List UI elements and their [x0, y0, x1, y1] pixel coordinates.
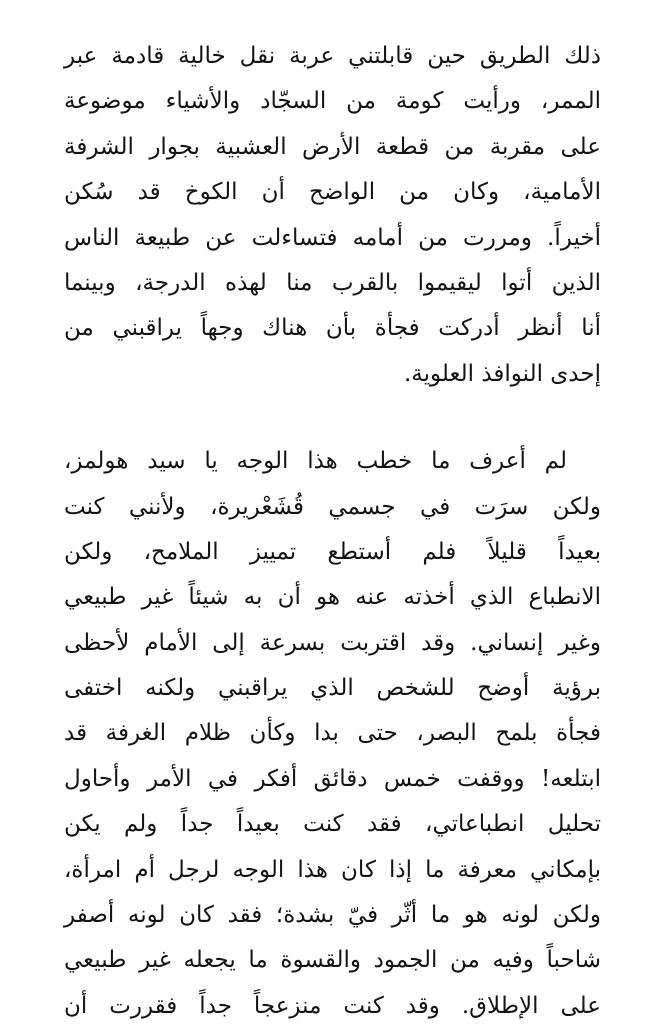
text-line: فجأة بلمح البصر، حتى بدا وكأن ظلام الغرفة قد [64, 720, 601, 747]
text-line: بعيداً قليلاً فلم أستطع تمييز الملامح، ولكن [64, 538, 601, 565]
text-line: إحدى النوافذ العلوية. [403, 360, 601, 387]
text-line: تحليل انطباعاتي، فقد كنت بعيداً جداً ولم يكن [64, 811, 601, 838]
paragraph-2 [64, 439, 601, 1029]
text-line: لم أعرف ما خطب هذا الوجه يا سيد هولمز، [64, 448, 567, 475]
text-line: الذين أتوا ليقيموا بالقرب منا لهذه الدرجة، وبينما [64, 269, 601, 296]
text-line: شاحباً وفيه من الجمود والقسوة ما يجعله غير طبيعي [64, 947, 601, 974]
text-line: ولكن لونه هو ما أثّر فيّ بشدة؛ فقد كان لونه أصفر [64, 902, 601, 929]
text-line: أخيراً. ومررت من أمامه فتساءلت عن طبيعة الناس [64, 224, 601, 251]
text-line: الأمامية، وكان من الواضح أن الكوخ قد سُكن [64, 179, 601, 206]
text-line: الممر، ورأيت كومة من السجّاد والأشياء موضوعة [64, 88, 601, 115]
text-line: وغير إنساني. وقد اقتربت بسرعة إلى الأمام لأحظى [64, 629, 601, 656]
text-line: ذلك الطريق حين قابلتني عربة نقل خالية قادمة عبر [64, 43, 601, 69]
text-line: الانطباع الذي أخذته عنه هو أن به شيئاً غير طبيعي [64, 584, 601, 611]
text-line: على مقربة من قطعة الأرض العشبية بجوار الشرفة [64, 133, 601, 160]
text-line: ابتلعه! ووقفت خمس دقائق أفكر في الأمر وأحاول [64, 765, 601, 792]
paragraph-gap [64, 397, 601, 439]
text-line: على الإطلاق. وقد كنت منزعجاً جداً فقررت أن [64, 992, 601, 1019]
paragraph-1 [64, 34, 601, 397]
text-line: برؤية أوضح للشخص الذي يراقبني ولكنه اختفى [64, 675, 601, 702]
text-line: أنا أنظر أدركت فجأة بأن هناك وجهاً يراقبني من [64, 315, 601, 342]
text-line: ولكن سرَت في جسمي قُشَعْريرة، ولأنني كنت [64, 493, 601, 520]
text-line: بإمكاني معرفة ما إذا كان هذا الوجه لرجل أم امرأة، [64, 856, 601, 883]
